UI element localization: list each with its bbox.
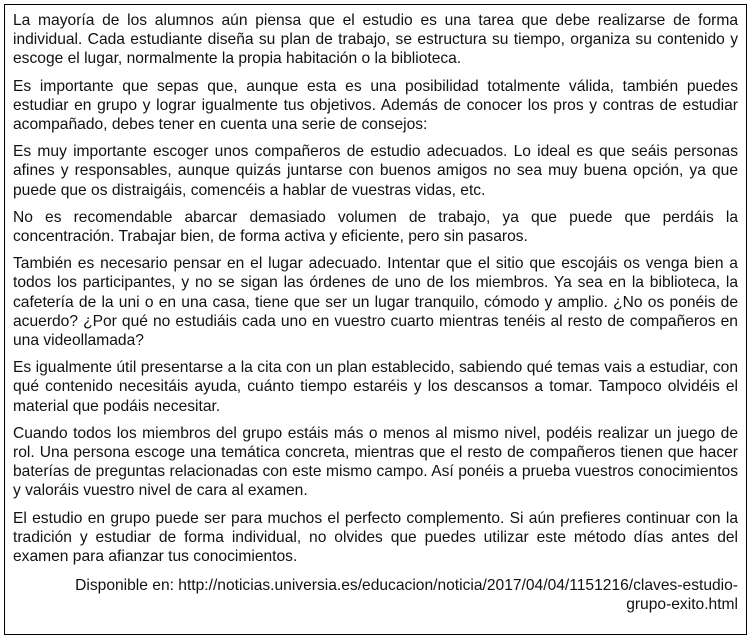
paragraph-2: Es importante que sepas que, aunque esta es una posibilidad totalmente válida, también puedes estudiar en grupo y lograr igualmente tus objetivos. Además de conocer los pros y contras de estudiar acompañado, debes tener en cuenta una serie de consejos: — [13, 77, 738, 134]
source-line-1: Disponible en: http://noticias.universia.es/educacion/noticia/2017/04/04/1151216/claves-estudio- — [75, 577, 738, 595]
paragraph-8: El estudio en grupo puede ser para muchos el perfecto complemento. Si aún prefieres continuar con la tradición y estudiar de forma individual, no olvides que puedes utilizar este método días antes del examen para afianzar tus conocimientos. — [13, 509, 738, 566]
text-box — [4, 4, 747, 635]
source-citation — [13, 576, 738, 614]
paragraph-4: No es recomendable abarcar demasiado volumen de trabajo, ya que puede que perdáis la concentración. Trabajar bien, de forma activa y eficiente, pero sin pasaros. — [13, 208, 738, 246]
paragraph-7: Cuando todos los miembros del grupo estáis más o menos al mismo nivel, podéis realizar un juego de rol. Una persona escoge una temática concreta, mientras que el resto de compañeros tienen que hacer baterías de preguntas relacionadas con este mismo campo. Así ponéis a prueba vuestros conocimientos y valoráis vuestro nivel de cara al examen. — [13, 424, 738, 500]
source-line-2: grupo-exito.html — [626, 596, 738, 614]
paragraph-1: La mayoría de los alumnos aún piensa que el estudio es una tarea que debe realizarse de forma individual. Cada estudiante diseña su plan de trabajo, se estructura su tiempo, organiza su contenido y escoge el lugar, normalmente la propia habitación o la biblioteca. — [13, 12, 738, 68]
paragraph-5: También es necesario pensar en el lugar adecuado. Intentar que el sitio que escojáis os venga bien a todos los participantes, y no se sigan las órdenes de uno de los miembros. Ya sea en la biblioteca, la cafetería de la uni o en una casa, tiene que ser un lugar tranquilo, cómodo y amplio. ¿No os ponéis de acuerdo? ¿Por qué no estudiáis cada uno en vuestro cuarto mientras tenéis al resto de compañeros en una videollamada? — [13, 255, 738, 350]
paragraph-6: Es igualmente útil presentarse a la cita con un plan establecido, sabiendo qué temas vais a estudiar, con qué contenido necesitáis ayuda, cuánto tiempo estaréis y los descansos a tomar. Tampoco olvidéis el material que podáis necesitar. — [13, 359, 738, 415]
paragraph-3: Es muy importante escoger unos compañeros de estudio adecuados. Lo ideal es que seáis personas afines y responsables, aunque quizás juntarse con buenos amigos no sea muy buena opción, ya que puede que os distraigáis, comencéis a hablar de vuestras vidas, etc. — [13, 143, 738, 199]
